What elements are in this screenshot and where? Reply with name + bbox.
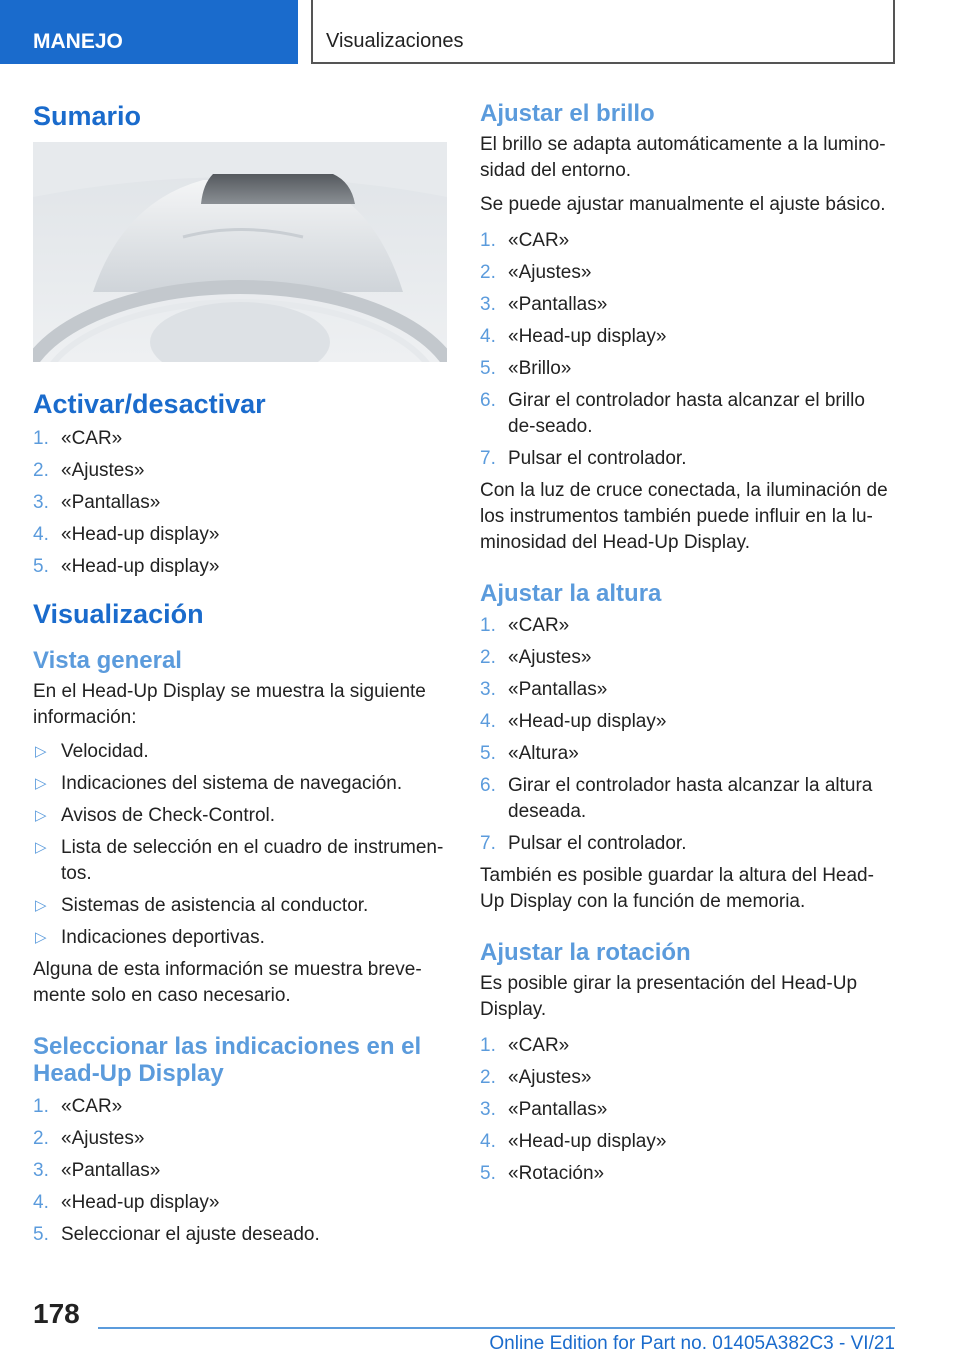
vista-general-intro: En el Head-Up Display se muestra la siguiente información: bbox=[33, 680, 426, 728]
list-item: 5. Seleccionar el ajuste deseado. bbox=[33, 1224, 320, 1246]
vista-general-outro: Alguna de esta información se muestra breve-mente solo en caso necesario. bbox=[33, 958, 422, 1006]
list-item: 4. «Head-up display» bbox=[33, 523, 220, 545]
list-item: 2. «Ajustes» bbox=[33, 1128, 145, 1150]
brillo-heading: Ajustar el brillo bbox=[480, 100, 655, 127]
list-item: 5. «Altura» bbox=[480, 743, 579, 765]
vista-general-heading: Vista general bbox=[33, 647, 182, 675]
list-item: 1. «CAR» bbox=[480, 615, 570, 637]
list-item: 2. «Ajustes» bbox=[33, 459, 145, 481]
brillo-p2: Se puede ajustar manualmente el ajuste básico. bbox=[480, 193, 886, 215]
header-chapter-label: Visualizaciones bbox=[326, 30, 464, 52]
header-section-label: MANEJO bbox=[33, 30, 123, 53]
brillo-p3: Con la luz de cruce conectada, la iluminación de los instrumentos también puede influir en la lu-minosidad del Head-Up Display. bbox=[480, 479, 888, 553]
altura-heading: Ajustar la altura bbox=[480, 579, 662, 607]
list-item: 4. «Head-up display» bbox=[480, 325, 667, 347]
list-item: ▷ Avisos de Check-Control. bbox=[33, 803, 447, 829]
list-item: ▷ Indicaciones deportivas. bbox=[33, 925, 447, 951]
triangle-bullet-icon: ▷ bbox=[35, 928, 47, 946]
header-section-tab bbox=[0, 0, 298, 64]
seleccionar-steps bbox=[33, 1094, 447, 1248]
list-item: 2. «Ajustes» bbox=[480, 647, 592, 669]
list-item: 4. «Head-up display» bbox=[480, 711, 667, 733]
rotacion-heading: Ajustar la rotación bbox=[480, 939, 691, 967]
left-column bbox=[33, 100, 447, 1254]
altura-steps bbox=[480, 613, 895, 857]
list-item: ▷ Sistemas de asistencia al conductor. bbox=[33, 893, 447, 919]
list-item: 7. Pulsar el controlador. bbox=[480, 833, 687, 855]
page-number: 178 bbox=[33, 1298, 80, 1329]
list-item: 5. «Head-up display» bbox=[33, 555, 220, 577]
header-chapter-tab bbox=[311, 0, 895, 64]
list-item: 6. Girar el controlador hasta alcanzar la altura deseada. bbox=[480, 775, 873, 823]
list-item: 7. Pulsar el controlador. bbox=[480, 447, 687, 469]
visualizacion-heading: Visualización bbox=[33, 598, 204, 629]
brillo-steps bbox=[480, 228, 895, 472]
list-item: 5. «Brillo» bbox=[480, 357, 572, 379]
list-item: 2. «Ajustes» bbox=[480, 261, 592, 283]
triangle-bullet-icon: ▷ bbox=[35, 742, 47, 760]
list-item: 1. «CAR» bbox=[480, 1034, 570, 1056]
rotacion-p1: Es posible girar la presentación del Head-Up Display. bbox=[480, 972, 858, 1020]
list-item: 4. «Head-up display» bbox=[33, 1192, 220, 1214]
list-item: 6. Girar el controlador hasta alcanzar el brillo de-seado. bbox=[480, 389, 865, 437]
footer-divider bbox=[98, 1327, 895, 1329]
list-item: 1. «CAR» bbox=[33, 427, 123, 449]
list-item: 3. «Pantallas» bbox=[480, 293, 608, 315]
list-item: 3. «Pantallas» bbox=[33, 491, 161, 513]
head-up-display-illustration bbox=[33, 142, 447, 362]
list-item: ▷ Lista de selección en el cuadro de instrumen-tos. bbox=[35, 836, 444, 884]
footer-edition: Online Edition for Part no. 01405A382C3 - VI/21 bbox=[489, 1333, 895, 1354]
list-item: 1. «CAR» bbox=[33, 1096, 123, 1118]
list-item: 4. «Head-up display» bbox=[480, 1130, 667, 1152]
list-item: 3. «Pantallas» bbox=[480, 679, 608, 701]
rotacion-steps bbox=[480, 1033, 895, 1187]
altura-p1: También es posible guardar la altura del Head-Up Display con la función de memoria. bbox=[480, 865, 874, 913]
list-item: 1. «CAR» bbox=[480, 229, 570, 251]
vista-general-bullets bbox=[33, 739, 447, 951]
list-item: 3. «Pantallas» bbox=[480, 1098, 608, 1120]
list-item: ▷ Indicaciones del sistema de navegación. bbox=[33, 771, 447, 797]
list-item: 3. «Pantallas» bbox=[33, 1160, 161, 1182]
list-item: ▷ Velocidad. bbox=[33, 739, 447, 765]
triangle-bullet-icon: ▷ bbox=[35, 838, 47, 856]
brillo-p1: El brillo se adapta automáticamente a la lumino-sidad del entorno. bbox=[480, 133, 886, 181]
seleccionar-heading: Seleccionar las indicaciones en el Head-Up Display bbox=[33, 1032, 422, 1088]
activar-heading: Activar/desactivar bbox=[33, 388, 266, 419]
activar-steps bbox=[33, 426, 447, 580]
triangle-bullet-icon: ▷ bbox=[35, 806, 47, 824]
sumario-heading: Sumario bbox=[33, 101, 142, 131]
list-item: 5. «Rotación» bbox=[480, 1162, 605, 1184]
triangle-bullet-icon: ▷ bbox=[35, 896, 47, 914]
list-item: 2. «Ajustes» bbox=[480, 1066, 592, 1088]
right-column bbox=[480, 100, 895, 1193]
triangle-bullet-icon: ▷ bbox=[35, 774, 47, 792]
